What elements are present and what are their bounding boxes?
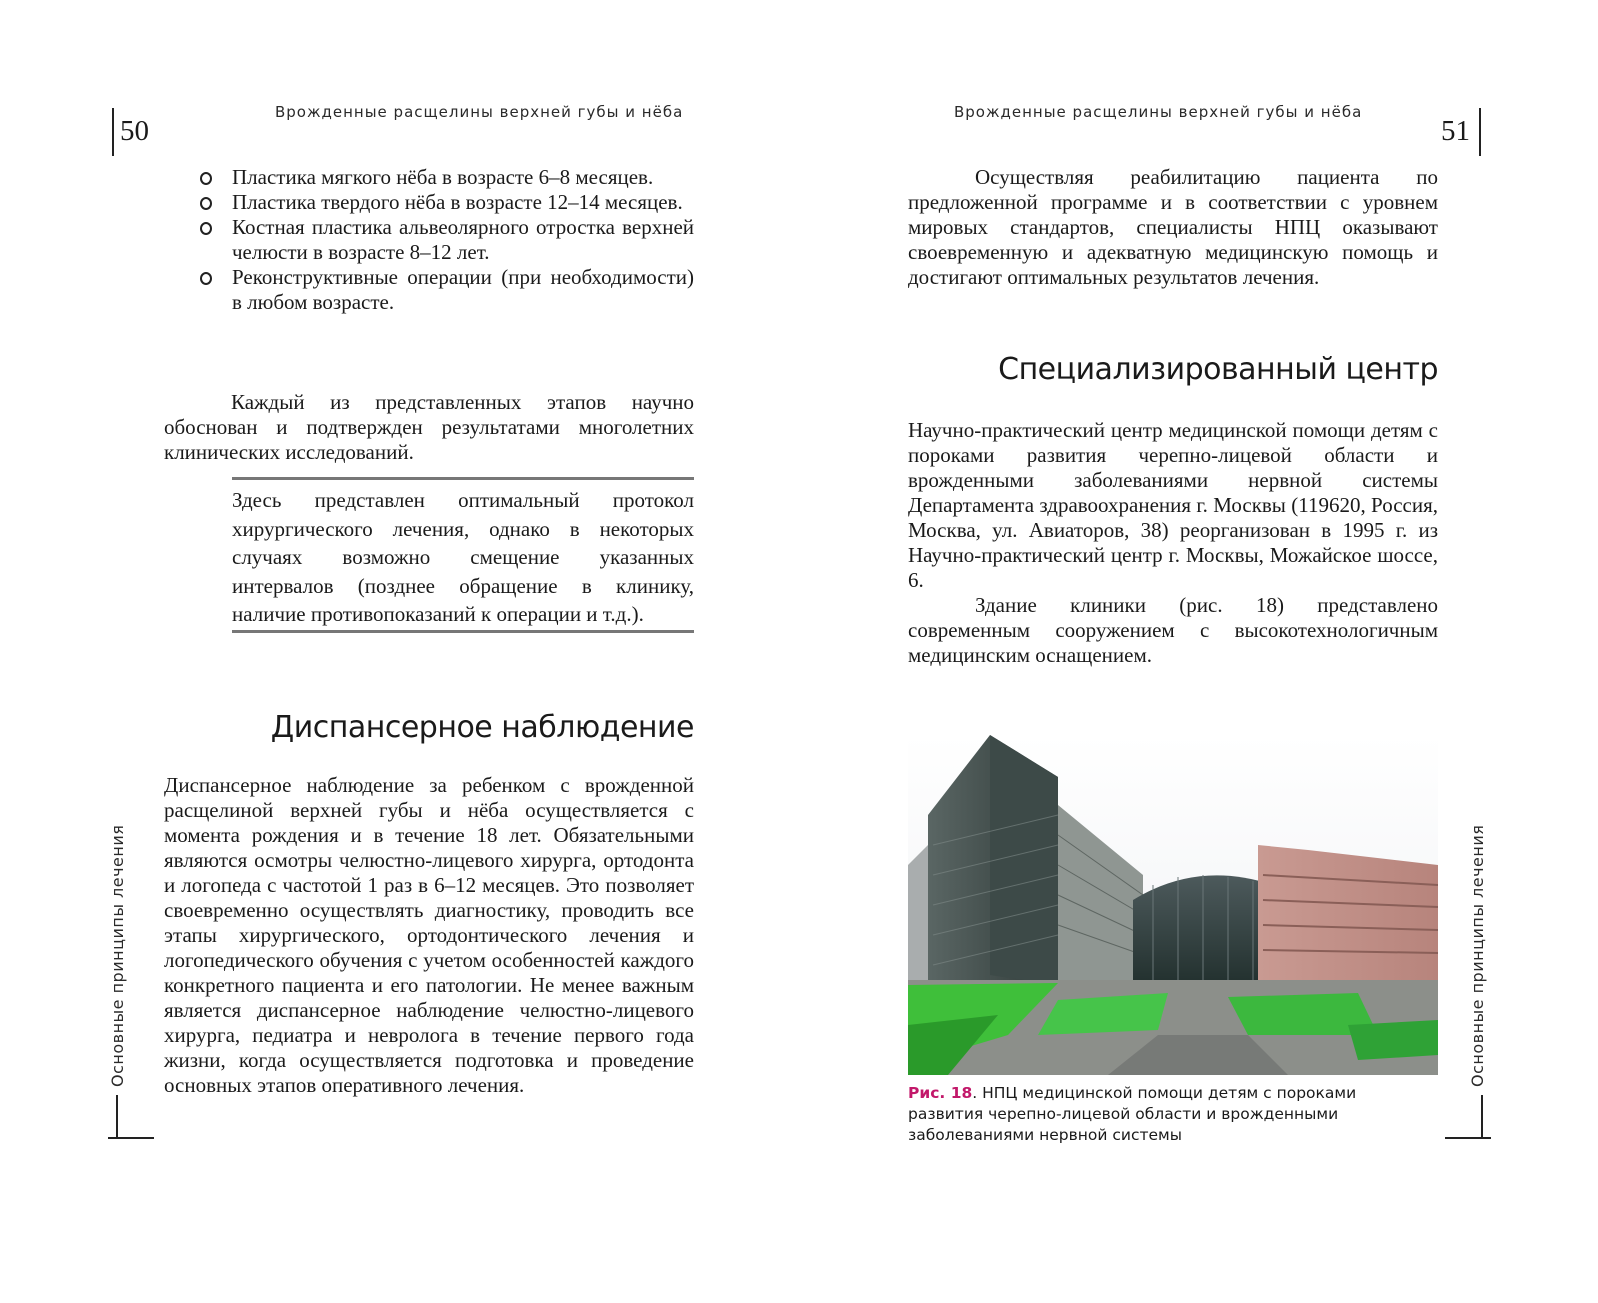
- surgery-stages-list: [197, 165, 694, 315]
- side-label-left: Основные принципы лечения: [108, 824, 127, 1087]
- stages-paragraph: Каждый из представленных этапов научно обоснован и подтвержден результатами многолетних клинических исследований.: [164, 390, 694, 464]
- list-item: Реконструктивные операции (при необходимости) в любом возрасте.: [197, 265, 694, 315]
- list-item: Пластика твердого нёба в возрасте 12–14 месяцев.: [197, 190, 694, 215]
- side-label-right: Основные принципы лечения: [1468, 824, 1487, 1087]
- running-head-left: Врожденные расщелины верхней губы и нёба: [275, 103, 684, 121]
- circle-bullet-icon: [200, 272, 212, 285]
- list-item: Пластика мягкого нёба в возрасте 6–8 месяцев.: [197, 165, 694, 190]
- protocol-note: Здесь представлен оптимальный протокол хирургического лечения, однако в некоторых случаях возможно смещение указанных интервалов (позднее обращение в клинику, наличие противопоказаний к операции и т.д.).: [232, 488, 694, 626]
- center-description: Научно-практический центр медицинской помощи детям с пороками развития черепно-лицевой области и врожденными заболеваниями нервной системы Департамента здравоохранения г. Москвы (119620, Россия, Москва, ул. Авиаторов, 38) реорганизован в 1995 г. из Научно-практический центр г. Москвы, Можайское шоссе, 6. Здание клиники (рис. 18) представлено современным сооружением с высокотехнологичным медицинским оснащением.: [908, 418, 1438, 667]
- intro-paragraph: Осуществляя реабилитацию пациента по предложенной программе и в соответствии с уровнем мировых стандартов, специалисты НПЦ оказывают своевременную и адекватную медицинскую помощь и достигают оптимальных результатов лечения.: [908, 165, 1438, 289]
- figure-caption: [908, 1083, 1428, 1146]
- side-bracket-left-foot: [108, 1137, 154, 1139]
- figure-caption-text: . НПЦ медицинской помощи детям с пороками развития черепно-лицевой области и врожденными заболеваниями нервной системы: [908, 1084, 1357, 1144]
- dispensary-text: Диспансерное наблюдение за ребенком с врожденной расщелиной верхней губы и нёба осуществляется с момента рождения и в течение 18 лет. Обязательными являются осмотры челюстно-лицевого хирурга, ортодонта и логопеда с частотой 1 раз в 6–12 месяцев. Это позволяет своевременно осуществлять диагностику, проводить все этапы хирургического, ортодонтического лечения и логопедического обучения с учетом особенностей каждого конкретного пациента и его патологии. Не менее важным является диспансерное наблюдение челюстно-лицевого хирурга, педиатра и невролога в течение первого года жизни, когда осуществляется подготовка и проведение основных этапов оперативного лечения.: [164, 773, 694, 1097]
- note-top-rule: [232, 477, 694, 480]
- running-head-right: Врожденные расщелины верхней губы и нёба: [954, 103, 1363, 121]
- page-number-right: 51: [1441, 115, 1470, 147]
- section-title-dispensary: Диспансерное наблюдение: [270, 710, 694, 745]
- circle-bullet-icon: [200, 197, 212, 210]
- section-title-center: Специализированный центр: [998, 352, 1438, 387]
- page-number-bracket-right: [1479, 108, 1481, 156]
- side-bracket-right-foot: [1445, 1137, 1491, 1139]
- note-bottom-rule: [232, 630, 694, 633]
- circle-bullet-icon: [200, 222, 212, 235]
- page-number-bracket-left: [112, 108, 114, 156]
- bullet-list-block: [197, 165, 694, 315]
- list-item: Костная пластика альвеолярного отростка верхней челюсти в возрасте 8–12 лет.: [197, 215, 694, 265]
- circle-bullet-icon: [200, 172, 212, 185]
- clinic-building-photo: [908, 735, 1438, 1075]
- page-number-left: 50: [120, 115, 149, 147]
- figure-label: Рис. 18: [908, 1084, 973, 1102]
- side-bracket-right-vertical: [1481, 1095, 1483, 1138]
- side-bracket-left-vertical: [116, 1095, 118, 1138]
